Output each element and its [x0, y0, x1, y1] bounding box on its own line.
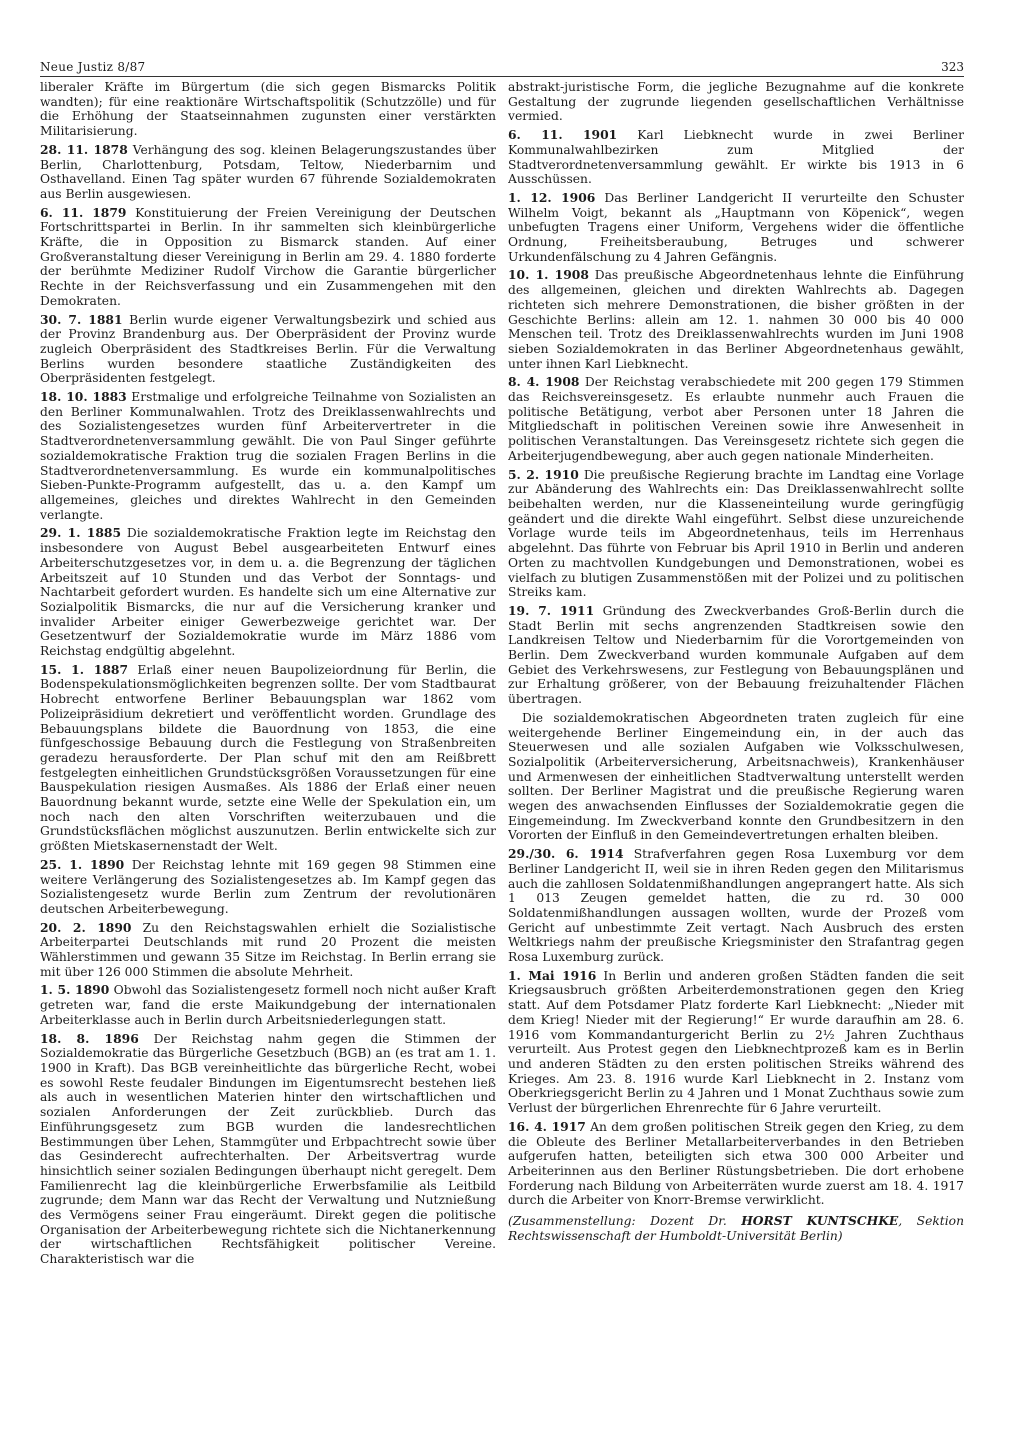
- author-name: HORST KUNTSCHKE: [741, 1213, 899, 1229]
- entry-date: 18. 8. 1896: [40, 1030, 139, 1046]
- entry-date: 5. 2. 1910: [508, 466, 579, 482]
- entry-text: Erstmalige und erfolgreiche Teilnahme von Sozialisten an den Berliner Kommunalwahlen. Trotz des Dreiklassenwahlrechts und des Sozialistengesetzes wurden fünf Arbeitervertreter in die Stadtverordnetenversammlung gewählt. Die von Paul Singer geführte sozialdemokratische Fraktion trug die sozialen Fragen Berlins in die Stadtverordnetenversammlung. Es wurde ein kommunalpolitisches Sieben-Punkte-Programm aufgestellt, das u. a. den Kampf um allgemeines, gleiches und direktes Wahlrecht in den Gemeinden verlangte.: [40, 390, 496, 522]
- right-entries-continued: [508, 847, 964, 1208]
- chronology-entry: [40, 206, 496, 309]
- entry-text: Zu den Reichstagswahlen erhielt die Sozialistische Arbeiterpartei Deutschlands mit rund 20 Prozent die meisten Wählerstimmen und gewann 35 Sitze im Reichstag. In Berlin errang sie mit über 126 000 Stimmen die absolute Mehrheit.: [40, 920, 496, 979]
- entry-text: Der Reichstag nahm gegen die Stimmen der Sozialdemokratie das Bürgerliche Gesetzbuch (BGB) an (es trat am 1. 1. 1900 in Kraft). Das BGB vereinheitlichte das bürgerliche Recht, wobei es sowohl Reste feudaler Bindungen im Eigentumsrecht bestehen ließ als auch in wesentlichen Materien hinter den wirtschaftlichen und sozialen Anforderungen der Zeit zurückblieb. Durch das Einführungsgesetz zum BGB wurden die landesrechtlichen Bestimmungen über Lehen, Stammgüter und Erbpachtrecht sowie über das Gesinderecht aufrechterhalten. Der Arbeitsvertrag wurde hinsichtlich seiner sozialen Bedingungen überhaupt nicht geregelt. Dem Familienrecht lag die kleinbürgerliche Erwerbsfamilie als Leitbild zugrunde; dem Mann war das Recht der Verwaltung und Nutznießung des Vermögens seiner Frau eingeräumt. Direkt gegen die politische Organisation der Arbeiterbewegung richtete sich die Nichtanerkennung der wirtschaftlichen Rechtsfähigkeit politischer Vereine. Charakteristisch war die: [40, 1031, 496, 1267]
- entry-text: Berlin wurde eigener Verwaltungsbezirk und schied aus der Provinz Brandenburg aus. Der Oberpräsident der Provinz wurde zugleich Oberpräsident des Stadtkreises Berlin. Für die Verwaltung Berlins wurden besondere staatliche Zuständigkeiten des Oberpräsidenten festgelegt.: [40, 312, 496, 386]
- chronology-entry: [508, 1120, 964, 1208]
- entry-date: 20. 2. 1890: [40, 919, 132, 935]
- entry-date: 8. 4. 1908: [508, 374, 580, 390]
- entry-date: 29./30. 6. 1914: [508, 846, 624, 862]
- chronology-entry: [40, 858, 496, 917]
- chronology-entry: [508, 847, 964, 965]
- entry-date: 25. 1. 1890: [40, 856, 125, 872]
- author-note-prefix: (Zusammenstellung: Dozent Dr.: [508, 1214, 742, 1229]
- chronology-entry: [40, 983, 496, 1027]
- body-paragraph: Die sozialdemokratischen Abgeordneten traten zugleich für eine weitergehende Berliner Eingemeindung ein, in der auch das Steuerwesen und alle sozialen Aufgaben wie Volksschulwesen, Sozialpolitik (Arbeiterversicherung, Arbeitsnachweis), Krankenhäuser und Armenwesen der einheitlichen Stadtverwaltung unterstellt werden sollten. Der Berliner Magistrat und die preußische Regierung waren wegen des anwachsenden Einflusses der Sozialdemokratie gegen die Eingemeindung. Im Zweckverband konnte den Grundbesitzern in den Vororten der Einfluß in den Gemeindevertretungen erhalten bleiben.: [508, 710, 964, 843]
- entry-text: Obwohl das Sozialistengesetz formell noch nicht außer Kraft getreten war, fand die erste Maikundgebung der internationalen Arbeiterklasse auch in Berlin durch Arbeitsniederlegungen statt.: [40, 983, 496, 1027]
- right-column: [508, 80, 964, 1435]
- entry-text: Erlaß einer neuen Baupolizeiordnung für Berlin, die Bodenspekulationsmöglichkeiten begrenzen sollte. Der vom Stadtbaurat Hobrecht entworfene Berliner Bebauungsplan war 1862 vom Polizeipräsidium dekretiert und veröffentlicht worden. Grundlage des Bebauungsplans bildete die Bauordnung von 1853, die eine fünfgeschossige Bebauung durch die Festlegung von Straßenbreiten geradezu herausforderte. Der Plan schuf mit den am Reißbrett festgelegten einheitlichen Grundstücksgrößen Voraussetzungen für eine Bauspekulation riesigen Ausmaßes. Als 1886 der Erlaß einer neuen Bauordnung bekannt wurde, setzte eine Welle der Spekulation ein, um noch nach den alten Vorschriften weiterzubauen und die Grundstücksflächen möglichst auszunutzen. Berlin entwickelte sich zur größten Mietskasernenstadt der Welt.: [40, 662, 496, 854]
- chronology-entry: [508, 969, 964, 1116]
- entry-text: Gründung des Zweckverbandes Groß-Berlin durch die Stadt Berlin mit sechs angrenzenden Stadtkreisen sowie den Landkreisen Teltow und Niederbarnim für die Vorortgemeinden von Berlin. Dem Zweckverband wurden kommunale Aufgaben auf dem Gebiet des Verkehrswesens, zur Festlegung von Bebauungsplänen und zur Erhaltung größerer, von der Bebauung freizuhaltender Flächen übertragen.: [508, 603, 964, 707]
- chronology-entry: [508, 128, 964, 187]
- right-entries: [508, 128, 964, 707]
- entry-text: Karl Liebknecht wurde in zwei Berliner Kommunalwahlbezirken zum Mitglied der Stadtverordnetenversammlung gewählt. Er wirkte bis 1913 in 6 Ausschüssen.: [508, 128, 964, 187]
- entry-date: 1. Mai 1916: [508, 967, 597, 983]
- left-column: [40, 80, 496, 1435]
- chronology-entry: [508, 375, 964, 463]
- entry-text: Die sozialdemokratische Fraktion legte im Reichstag den insbesondere von August Bebel ausgearbeiteten Entwurf eines Arbeiterschutzgesetzes vor, in dem u. a. die Begrenzung der täglichen Arbeitszeit auf 10 Stunden und das Verbot der Sonntags- und Nachtarbeit gefordert wurden. Es handelte sich um eine Alternative zur Sozialpolitik Bismarcks, die nur auf die Versicherung kranker und invalider Arbeiter einiger Gewerbezweige gerichtet war. Der Gesetzentwurf der Sozialdemokratie wurde im März 1886 vom Reichstag endgültig abgelehnt.: [40, 526, 496, 659]
- journal-title: Neue Justiz 8/87: [40, 60, 146, 74]
- entry-date: 19. 7. 1911: [508, 602, 595, 618]
- chronology-entry: [40, 143, 496, 202]
- entry-date: 18. 10. 1883: [40, 389, 127, 405]
- entry-date: 28. 11. 1878: [40, 141, 128, 157]
- entry-date: 1. 12. 1906: [508, 189, 596, 205]
- chronology-entry: [40, 390, 496, 522]
- chronology-entry: [40, 526, 496, 658]
- entry-text: Verhängung des sog. kleinen Belagerungszustandes über Berlin, Charlottenburg, Potsdam, Teltow, Niederbarnim und Osthavelland. Einen Tag später wurden 67 führende Sozialdemokraten aus Berlin ausgewiesen.: [40, 142, 496, 201]
- intro-paragraph: abstrakt-juristische Form, die jegliche Bezugnahme auf die konkrete Gestaltung der zugrunde liegenden gesellschaftlichen Verhältnisse vermied.: [508, 80, 964, 124]
- entry-text: An dem großen politischen Streik gegen den Krieg, zu dem die Obleute des Berliner Metallarbeiterverbandes in den Betrieben aufgerufen hatten, beteiligten sich etwa 300 000 Arbeiter und Arbeiterinnen aus den Berliner Rüstungsbetrieben. Die dort erhobene Forderung nach Bildung von Arbeiterräten wurde zuerst am 18. 4. 1917 durch die Arbeiter von Knorr-Bremse verwirklicht.: [508, 1119, 964, 1208]
- left-entries: [40, 143, 496, 1267]
- page-header: [40, 60, 964, 82]
- entry-date: 6. 11. 1901: [508, 127, 618, 143]
- entry-date: 10. 1. 1908: [508, 267, 589, 283]
- chronology-entry: [508, 268, 964, 371]
- entry-date: 30. 7. 1881: [40, 311, 123, 327]
- entry-date: 6. 11. 1879: [40, 204, 127, 220]
- entry-text: Der Reichstag lehnte mit 169 gegen 98 Stimmen eine weitere Verlängerung des Sozialistengesetzes ab. Im Kampf gegen das Sozialistengesetz wurde Berlin zum Zentrum der revolutionären deutschen Arbeiterbewegung.: [40, 857, 496, 916]
- chronology-entry: [40, 1032, 496, 1267]
- entry-date: 1. 5. 1890: [40, 982, 110, 998]
- chronology-entry: [40, 313, 496, 387]
- entry-text: Strafverfahren gegen Rosa Luxemburg vor dem Berliner Landgericht II, weil sie in ihren Reden gegen den Militarismus auch die zahllosen Soldatenmißhandlungen angeprangert hatte. Als sich 1 013 Zeugen gemeldet hatten, die zu rd. 30 000 Soldatenmißhandlungen aussagen wollten, wurde der Prozeß vom Gericht auf unbestimmte Zeit vertagt. Nach Ausbruch des ersten Weltkriegs nahm der preußische Kriegsminister den Strafantrag gegen Rosa Luxemburg zurück.: [508, 847, 964, 965]
- chronology-entry: [508, 191, 964, 265]
- chronology-entry: [508, 468, 964, 600]
- entry-text: Das Berliner Landgericht II verurteilte den Schuster Wilhelm Voigt, bekannt als „Hauptmann von Köpenick“, wegen unbefugten Tragens einer Uniform, Vergehens wider die öffentliche Ordnung, Freiheitsberaubung, Betruges und schwerer Urkundenfälschung zu 4 Jahren Gefängnis.: [508, 190, 964, 264]
- entry-text: Konstituierung der Freien Vereinigung der Deutschen Fortschrittspartei in Berlin. In ihr sammelten sich kleinbürgerliche Kräfte, die in Opposition zu Bismarck standen. Auf einer Großveranstaltung dieser Vereinigung in Berlin am 29. 4. 1880 forderte der berühmte Mediziner Rudolf Virchow die Garantie bürgerlicher Rechte in der Reichsverfassung und ein Zusammengehen mit den Demokraten.: [40, 205, 496, 308]
- author-note-suffix: , Sektion Rechtswissenschaft der Humboldt-Universität Berlin): [508, 1214, 964, 1243]
- entry-text: Das preußische Abgeordnetenhaus lehnte die Einführung des allgemeinen, gleichen und direkten Wahlrechts ab. Dagegen richteten sich mehrere Demonstrationen, die bisher größten in der Geschichte Berlins: allein am 12. 1. nahmen 30 000 bis 40 000 Menschen teil. Trotz des Dreiklassenwahlrechts wurden im Juni 1908 sieben Sozialdemokraten in das Berliner Abgeordnetenhaus gewählt, unter ihnen Karl Liebknecht.: [508, 268, 964, 371]
- chronology-entry: [40, 921, 496, 980]
- entry-date: 29. 1. 1885: [40, 525, 121, 541]
- entry-text: Die preußische Regierung brachte im Landtag eine Vorlage zur Abänderung des Wahlrechts ein: Das Dreiklassenwahlrecht sollte beibehalten werden, nur die Klasseneinteilung wurde geringfügig geändert und die direkte Wahl eingeführt. Selbst diese unzureichende Vorlage wurde teils im Abgeordnetenhaus, teils im Herrenhaus abgelehnt. Das führte von Februar bis April 1910 in Berlin und anderen Orten zu machtvollen Kundgebungen und Demonstrationen, wobei es vielfach zu blutigen Zusammenstößen mit der Polizei und zu politischen Streiks kam.: [508, 467, 964, 600]
- author-note: [508, 1214, 964, 1243]
- entry-date: 15. 1. 1887: [40, 661, 129, 677]
- entry-date: 16. 4. 1917: [508, 1118, 586, 1134]
- intro-paragraph: liberaler Kräfte im Bürgertum (die sich gegen Bismarcks Politik wandten); für eine reaktionäre Wirtschaftspolitik (Schutzzölle) und für die Erhöhung der Staatseinnahmen zugunsten einer verstärkten Militarisierung.: [40, 80, 496, 139]
- entry-text: Der Reichstag verabschiedete mit 200 gegen 179 Stimmen das Reichsvereinsgesetz. Es erlaubte nunmehr auch Frauen die politische Betätigung, verbot aber Personen unter 18 Jahren die Mitgliedschaft in politischen Vereinen sowie ihre Anwesenheit in politischen Veranstaltungen. Das Vereinsgesetz richtete sich gegen die Arbeiterjugendbewegung, aber auch gegen nationale Minderheiten.: [508, 375, 964, 463]
- header-rule: [40, 76, 964, 77]
- chronology-entry: [40, 663, 496, 854]
- entry-text: In Berlin und anderen großen Städten fanden die seit Kriegsausbruch größten Arbeiterdemonstrationen gegen den Krieg statt. Auf dem Potsdamer Platz forderte Karl Liebknecht: „Nieder mit dem Krieg! Nieder mit der Regierung!“ Er wurde daraufhin am 28. 6. 1916 vom Kommandanturgericht Berlin zu 2½ Jahren Zuchthaus verurteilt. Aus Protest gegen den Liebknechtprozeß kam es in Berlin und anderen Städten zu den ersten politischen Streiks während des Krieges. Am 23. 8. 1916 wurde Karl Liebknecht in 2. Instanz vom Oberkriegsgericht Berlin zu 4 Jahren und 1 Monat Zuchthaus sowie zum Verlust der bürgerlichen Ehrenrechte für 6 Jahre verurteilt.: [508, 968, 964, 1116]
- page-number: 323: [941, 60, 964, 74]
- chronology-entry: [508, 604, 964, 707]
